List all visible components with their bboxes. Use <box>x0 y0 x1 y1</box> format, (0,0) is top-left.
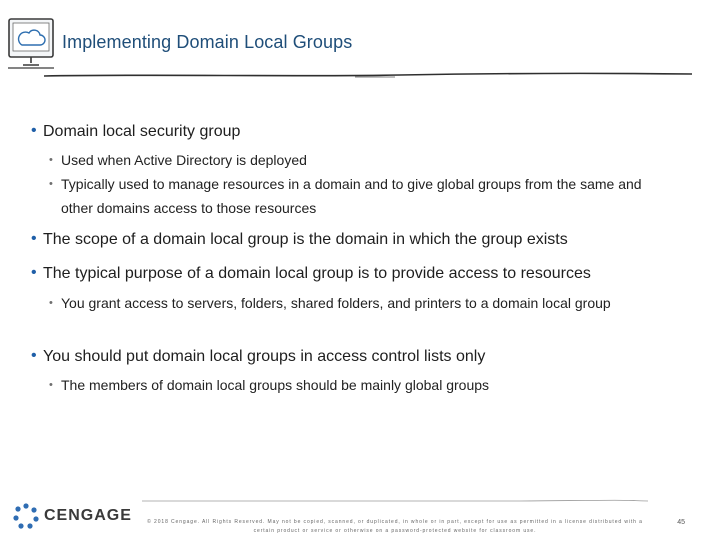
sub-bullet-text: Typically used to manage resources in a domain and to give global groups from the same and other domains access to those resources <box>61 176 642 216</box>
sub-bullet-dot: • <box>49 154 53 166</box>
sub-bullet-members <box>49 373 681 397</box>
sub-bullet-text: Used when Active Directory is deployed <box>61 152 307 168</box>
sub-bullet-dot: • <box>49 379 53 391</box>
cengage-logo <box>12 500 140 530</box>
bullet-text: The scope of a domain local group is the domain in which the group exists <box>43 231 568 248</box>
page-title: Implementing Domain Local Groups <box>62 32 353 52</box>
sub-bullet-dot: • <box>49 178 53 190</box>
bullet-text: The typical purpose of a domain local group is to provide access to resources <box>43 265 591 282</box>
page-number: 45 <box>677 519 685 526</box>
brand-name: CENGAGE <box>44 507 132 524</box>
bullet-dot: • <box>31 230 37 247</box>
cengage-logo-mark-icon <box>12 502 40 530</box>
copyright-notice: © 2018 Cengage. All Rights Reserved. May not be copied, scanned, or duplicated, in whole or in part, except for use as permitted in a license distributed with a certain product or service or otherwise on a password-protected website for classroom use. <box>147 519 643 534</box>
bullet-text: Domain local security group <box>43 123 241 140</box>
bullet-scope <box>31 230 568 249</box>
bullet-text: You should put domain local groups in access control lists only <box>43 348 486 365</box>
sub-bullet-dot: • <box>49 297 53 309</box>
sub-bullet-typically-used <box>49 172 675 220</box>
bullet-dot: • <box>31 264 37 281</box>
sub-bullet-grant-access <box>49 291 671 315</box>
bullet-access-control-lists <box>31 347 486 366</box>
bullet-dot: • <box>31 347 37 364</box>
bullet-typical-purpose <box>31 264 591 283</box>
sub-bullet-used-when-ad <box>49 148 681 172</box>
footer-divider <box>140 497 650 505</box>
sub-bullet-text: You grant access to servers, folders, shared folders, and printers to a domain local group <box>61 295 611 311</box>
bullet-domain-local-security-group <box>31 122 241 141</box>
bullet-dot: • <box>31 122 37 139</box>
sub-bullet-text: The members of domain local groups should be mainly global groups <box>61 377 490 393</box>
